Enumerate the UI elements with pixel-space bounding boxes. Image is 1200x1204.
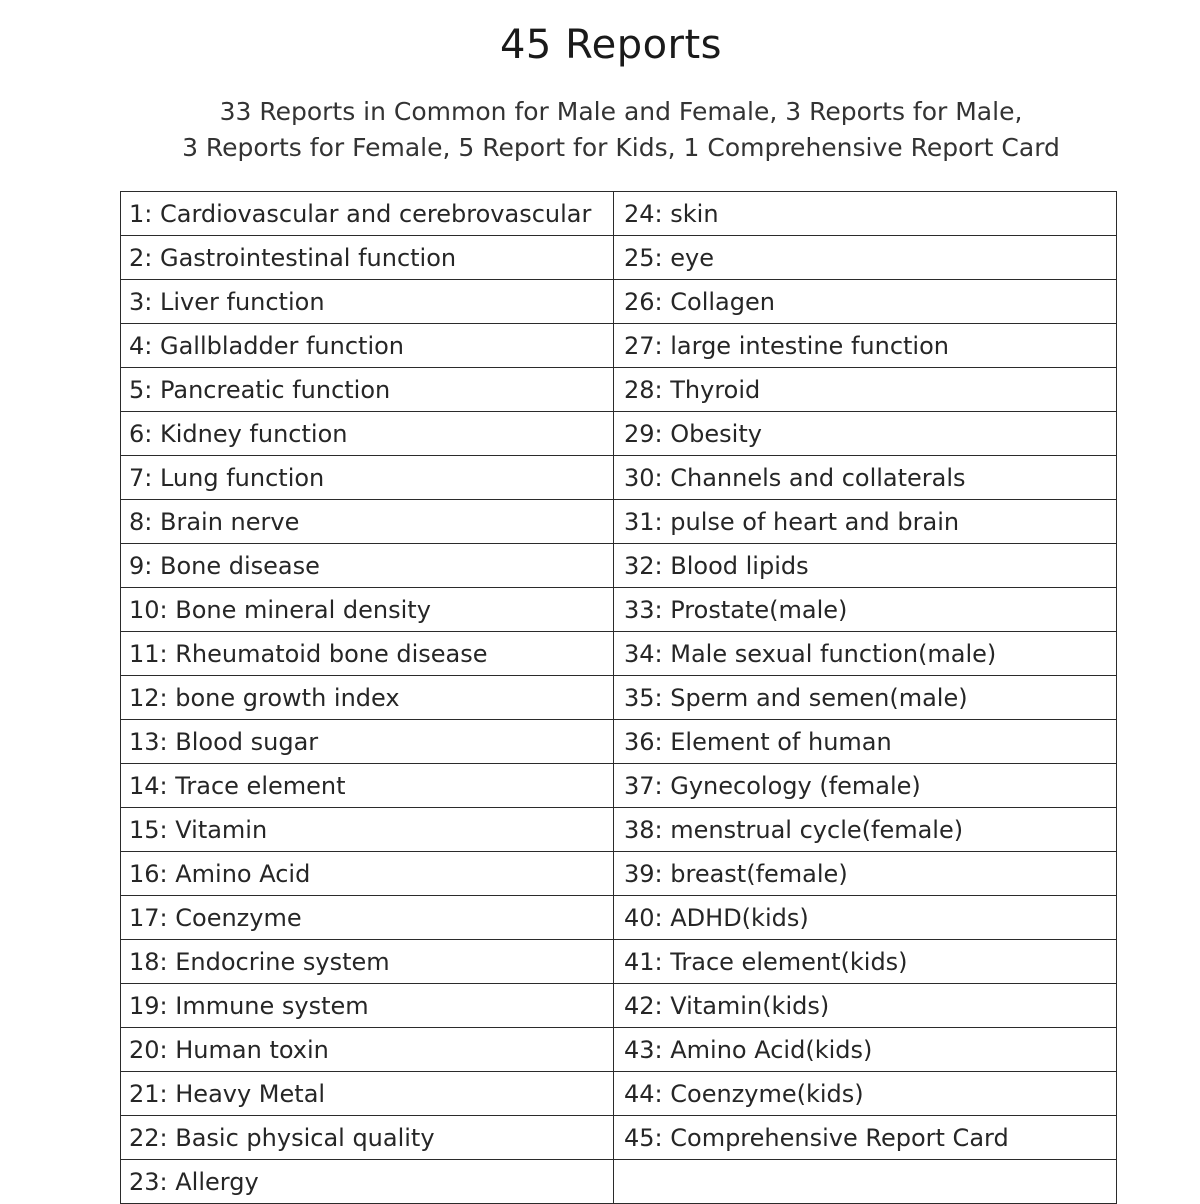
report-cell-right: 32: Blood lipids [614, 544, 1117, 588]
report-cell-left: 5: Pancreatic function [121, 368, 614, 412]
report-cell-right: 42: Vitamin(kids) [614, 984, 1117, 1028]
table-row [121, 412, 1117, 456]
report-cell-right: 25: eye [614, 236, 1117, 280]
report-cell-left: 21: Heavy Metal [121, 1072, 614, 1116]
report-cell-left: 6: Kidney function [121, 412, 614, 456]
table-row [121, 280, 1117, 324]
report-cell-right: 33: Prostate(male) [614, 588, 1117, 632]
report-cell-left: 11: Rheumatoid bone disease [121, 632, 614, 676]
subtitle-line-1: 33 Reports in Common for Male and Female, 3 Reports for Male, [219, 97, 1023, 126]
report-cell-right: 24: skin [614, 192, 1117, 236]
report-cell-left: 14: Trace element [121, 764, 614, 808]
report-cell-right: 38: menstrual cycle(female) [614, 808, 1117, 852]
table-row [121, 544, 1117, 588]
report-cell-left: 18: Endocrine system [121, 940, 614, 984]
report-cell-right: 43: Amino Acid(kids) [614, 1028, 1117, 1072]
report-cell-right: 36: Element of human [614, 720, 1117, 764]
report-cell-right: 45: Comprehensive Report Card [614, 1116, 1117, 1160]
report-cell-left: 20: Human toxin [121, 1028, 614, 1072]
table-row [121, 720, 1117, 764]
report-cell-left: 4: Gallbladder function [121, 324, 614, 368]
report-cell-right: 26: Collagen [614, 280, 1117, 324]
report-cell-right: 28: Thyroid [614, 368, 1117, 412]
report-cell-right: 39: breast(female) [614, 852, 1117, 896]
table-row [121, 632, 1117, 676]
report-cell-right: 30: Channels and collaterals [614, 456, 1117, 500]
table-row [121, 896, 1117, 940]
table-row [121, 808, 1117, 852]
page-title: 45 Reports [499, 22, 723, 68]
report-cell-left: 23: Allergy [121, 1160, 614, 1204]
report-cell-left: 10: Bone mineral density [121, 588, 614, 632]
report-cell-right: 44: Coenzyme(kids) [614, 1072, 1117, 1116]
report-cell-left: 2: Gastrointestinal function [121, 236, 614, 280]
report-cell-right: 41: Trace element(kids) [614, 940, 1117, 984]
table-row [121, 940, 1117, 984]
subtitle-line-2: 3 Reports for Female, 5 Report for Kids, 1 Comprehensive Report Card [182, 133, 1060, 162]
report-cell-right: 34: Male sexual function(male) [614, 632, 1117, 676]
table-row [121, 1160, 1117, 1204]
table-row [121, 1116, 1117, 1160]
report-cell-left: 16: Amino Acid [121, 852, 614, 896]
report-cell-left: 13: Blood sugar [121, 720, 614, 764]
report-cell-left: 15: Vitamin [121, 808, 614, 852]
table-row [121, 456, 1117, 500]
table-row [121, 1072, 1117, 1116]
table-row [121, 1028, 1117, 1072]
table-row [121, 764, 1117, 808]
table-row [121, 324, 1117, 368]
report-cell-left: 17: Coenzyme [121, 896, 614, 940]
report-cell-right: 37: Gynecology (female) [614, 764, 1117, 808]
report-cell-right: 27: large intestine function [614, 324, 1117, 368]
report-cell-right: 35: Sperm and semen(male) [614, 676, 1117, 720]
table-row [121, 500, 1117, 544]
table-row [121, 984, 1117, 1028]
report-cell-left: 1: Cardiovascular and cerebrovascular [121, 192, 614, 236]
table-row [121, 192, 1117, 236]
report-cell-left: 8: Brain nerve [121, 500, 614, 544]
table-row [121, 676, 1117, 720]
report-cell-left: 12: bone growth index [121, 676, 614, 720]
table-row [121, 236, 1117, 280]
report-cell-right [614, 1160, 1117, 1204]
report-cell-right: 31: pulse of heart and brain [614, 500, 1117, 544]
report-cell-right: 40: ADHD(kids) [614, 896, 1117, 940]
report-cell-left: 3: Liver function [121, 280, 614, 324]
report-cell-right: 29: Obesity [614, 412, 1117, 456]
report-cell-left: 9: Bone disease [121, 544, 614, 588]
report-cell-left: 7: Lung function [121, 456, 614, 500]
report-cell-left: 19: Immune system [121, 984, 614, 1028]
reports-table [120, 191, 1117, 1204]
table-row [121, 368, 1117, 412]
report-cell-left: 22: Basic physical quality [121, 1116, 614, 1160]
table-row [121, 588, 1117, 632]
table-row [121, 852, 1117, 896]
